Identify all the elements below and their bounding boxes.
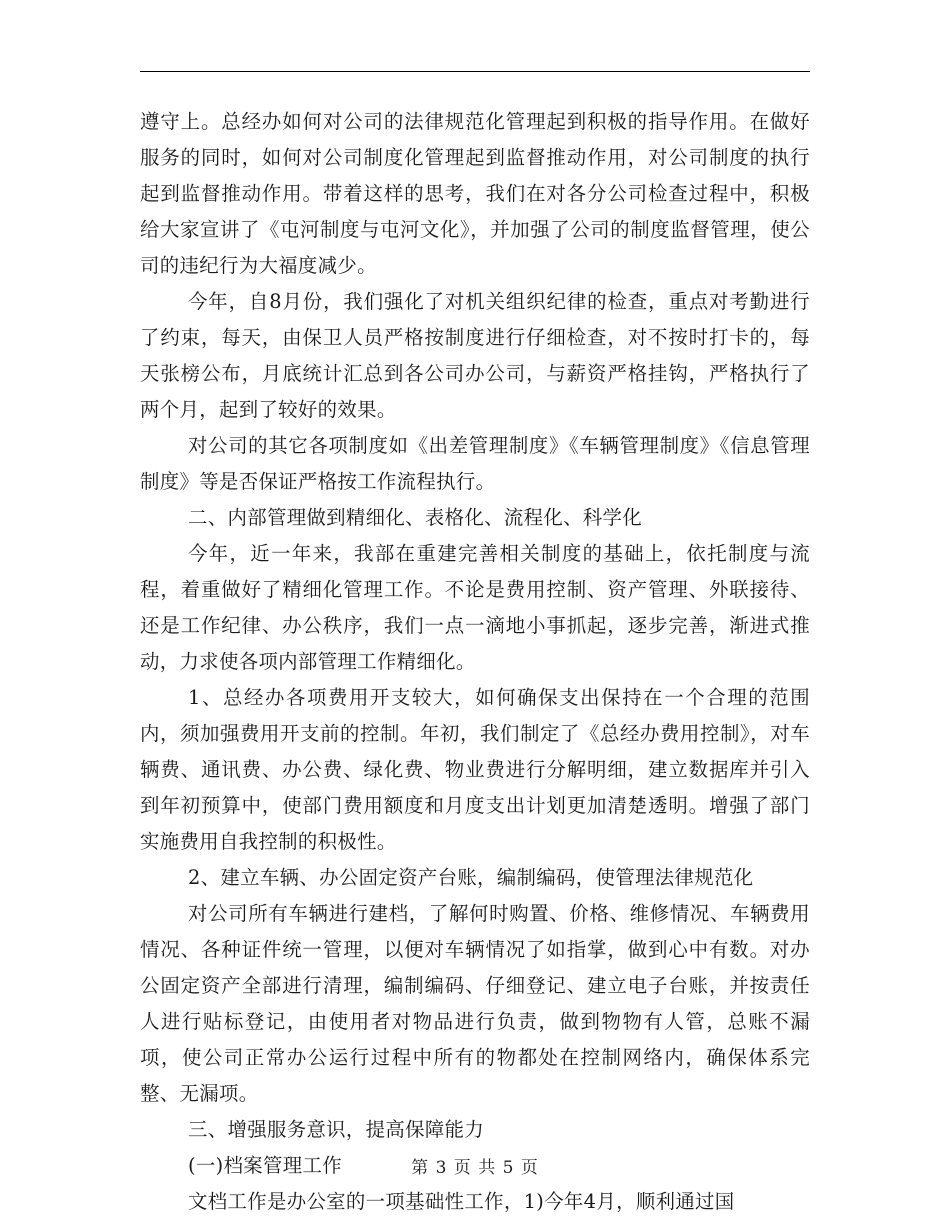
paragraph-5: 1、总经办各项费用开支较大，如何确保支出保持在一个合理的范围内，须加强费用开支前的控制。年初，我们制定了《总经办费用控制》，对车辆费、通讯费、办公费、绿化费、物业费进行分解明细，建立数据库并引入到年初预算中，使部门费用额度和月度支出计划更加清楚透明。增强了部门实施费用自我控制的积极性。 [140,686,810,853]
subheading-archive: (一)档案管理工作 [188,1154,343,1177]
paragraph-2: 今年，自8月份，我们强化了对机关组织纪律的检查，重点对考勤进行了约束，每天，由保卫人员严格按制度进行仔细检查，对不按时打卡的，每天张榜公布，月底统计汇总到各公司办公司，与薪资严格挂钩，严格执行了两个月，起到了较好的效果。 [140,290,810,421]
paragraph-7: 文档工作是办公室的一项基础性工作，1)今年4月，顺利通过国 [188,1190,735,1213]
document-body [140,104,810,1220]
page-number-footer: 第 3 页 共 5 页 [411,1158,539,1178]
subheading-2: 2、建立车辆、办公固定资产台账，编制编码，使管理法律规范化 [188,866,754,889]
paragraph-3: 对公司的其它各项制度如《出差管理制度》《车辆管理制度》《信息管理制度》等是否保证严格按工作流程执行。 [140,434,810,493]
header-rule [140,71,810,72]
paragraph-1: 遵守上。总经办如何对公司的法律规范化管理起到积极的指导作用。在做好服务的同时，如何对公司制度化管理起到监督推动作用，对公司制度的执行起到监督推动作用。带着这样的思考，我们在对各分公司检查过程中，积极给大家宣讲了《屯河制度与屯河文化》，并加强了公司的制度监督管理，使公司的违纪行为大福度减少。 [140,110,810,277]
paragraph-6: 对公司所有车辆进行建档，了解何时购置、价格、维修情况、车辆费用情况、各种证件统一管理，以便对车辆情况了如指掌，做到心中有数。对办公固定资产全部进行清理，编制编码、仔细登记、建立电子台账，并按责任人进行贴标登记，由使用者对物品进行负责，做到物物有人管，总账不漏项，使公司正常办公运行过程中所有的物都处在控制网络内，确保体系完整、无漏项。 [140,902,810,1105]
section-heading-2: 二、内部管理做到精细化、表格化、流程化、科学化 [188,506,643,529]
section-heading-3: 三、增强服务意识，提高保障能力 [188,1118,485,1141]
paragraph-4: 今年，近一年来，我部在重建完善相关制度的基础上，依托制度与流程，着重做好了精细化管理工作。不论是费用控制、资产管理、外联接待、还是工作纪律、办公秩序，我们一点一滴地小事抓起，逐步完善，渐进式推动，力求使各项内部管理工作精细化。 [140,542,810,673]
